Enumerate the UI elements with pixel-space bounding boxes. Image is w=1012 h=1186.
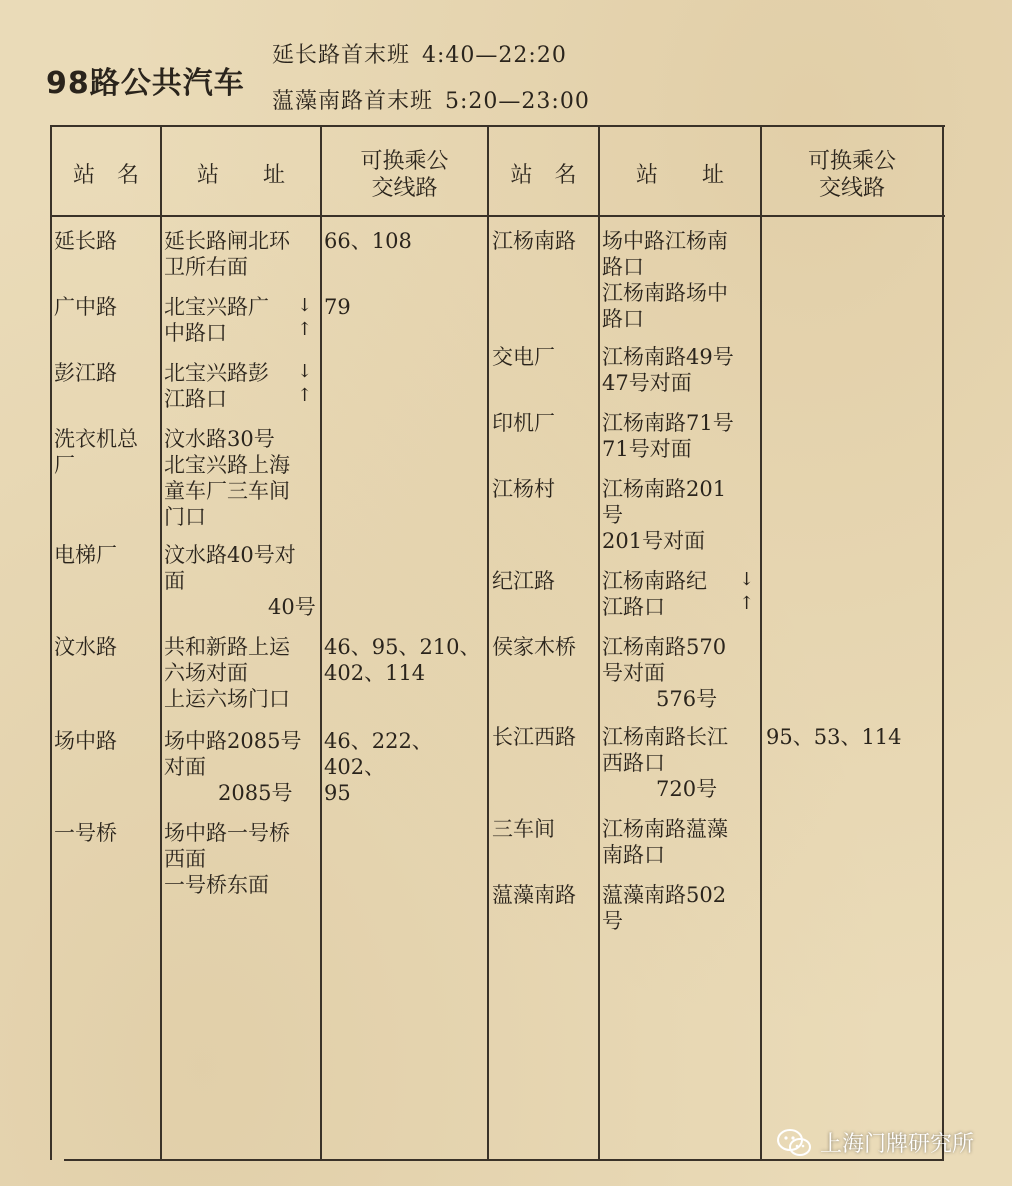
station-address: 江杨南路长江 西路口 (602, 725, 728, 775)
station-address-alt: 576号 (656, 687, 718, 711)
transfer-lines: 46、95、210、 402、114 (324, 635, 481, 685)
station-name: 江杨村 (492, 477, 555, 501)
station-name: 三车间 (492, 817, 555, 841)
station-name: 江杨南路 (492, 229, 576, 253)
station-address: 汶水路30号 北宝兴路上海 童车厂三车间 门口 (164, 427, 290, 529)
station-name: 长江西路 (492, 725, 576, 749)
station-address: 场中路2085号 对面 (164, 729, 302, 779)
wechat-icon (776, 1128, 812, 1158)
station-name: 彭江路 (54, 361, 117, 385)
table-header-rule (50, 215, 945, 217)
station-address-alt: 40号 (268, 595, 316, 619)
transfer-lines: 46、222、402、 95 (324, 729, 433, 805)
station-address: 江杨南路49号 47号对面 (602, 345, 734, 395)
station-name: 交电厂 (492, 345, 555, 369)
station-address-alt: 720号 (656, 777, 718, 801)
transfer-lines: 95、53、114 (766, 725, 902, 749)
station-address: 场中路江杨南 路口 江杨南路场中 路口 (602, 229, 728, 331)
direction-arrows-icon: ↓ ↑ (297, 361, 313, 406)
station-address: 共和新路上运 六场对面 上运六场门口 (164, 635, 290, 711)
header-station-address: 站 址 (196, 162, 285, 188)
station-address-alt: 2085号 (218, 781, 293, 805)
station-address: 北宝兴路彭 江路口 (164, 361, 269, 411)
direction-arrows-icon: ↓ ↑ (739, 569, 755, 614)
schedule-line-2 (272, 84, 590, 115)
direction-arrows-icon: ↓ ↑ (297, 295, 313, 340)
header-transfer-lines: 可换乘公 交线路 (360, 149, 449, 201)
station-name: 纪江路 (492, 569, 555, 593)
schedule-stop: 蕰藻南路首末班 (272, 89, 434, 114)
station-address: 汶水路40号对 面 (164, 543, 296, 593)
column-divider (487, 125, 489, 1160)
station-address: 江杨南路570 号对面 (602, 635, 727, 685)
station-name: 场中路 (54, 729, 117, 753)
station-name: 延长路 (54, 229, 117, 253)
schedule-time: 4:40—22:20 (422, 43, 567, 68)
station-address: 延长路闸北环 卫所右面 (164, 229, 290, 279)
station-name: 洗衣机总 厂 (54, 427, 138, 477)
watermark-text: 上海门牌研究所 (819, 1132, 974, 1157)
schedule-line-1 (272, 38, 567, 69)
transfer-lines: 66、108 (324, 229, 412, 253)
station-name: 蕰藻南路 (492, 883, 576, 907)
table-bottom-rule (64, 1159, 944, 1161)
station-address: 江杨南路纪 江路口 (602, 569, 707, 619)
header-station-name: 站 名 (72, 162, 139, 188)
header-station-address: 站 址 (635, 162, 724, 188)
watermark (776, 1127, 974, 1158)
schedule-stop: 延长路首末班 (272, 43, 411, 68)
station-address: 江杨南路201 号 201号对面 (602, 477, 727, 553)
station-name: 一号桥 (54, 821, 117, 845)
header-transfer-lines: 可换乘公 交线路 (807, 149, 896, 201)
table-border-right (942, 125, 944, 1160)
station-address: 场中路一号桥 西面 一号桥东面 (164, 821, 290, 897)
transfer-lines: 79 (324, 295, 351, 319)
station-address: 蕰藻南路502 号 (602, 883, 727, 933)
route-title: 98路公共汽车 (46, 66, 245, 101)
station-address: 北宝兴路广 中路口 (164, 295, 269, 345)
station-name: 印机厂 (492, 411, 555, 435)
schedule-time: 5:20—23:00 (445, 89, 590, 114)
table-border-left (50, 125, 52, 1160)
station-address: 江杨南路71号 71号对面 (602, 411, 734, 461)
table-top-rule (50, 125, 945, 127)
station-name: 侯家木桥 (492, 635, 576, 659)
station-address: 江杨南路蕰藻 南路口 (602, 817, 728, 867)
station-name: 电梯厂 (54, 543, 117, 567)
station-name: 广中路 (54, 295, 117, 319)
header-station-name: 站 名 (510, 162, 577, 188)
station-name: 汶水路 (54, 635, 117, 659)
